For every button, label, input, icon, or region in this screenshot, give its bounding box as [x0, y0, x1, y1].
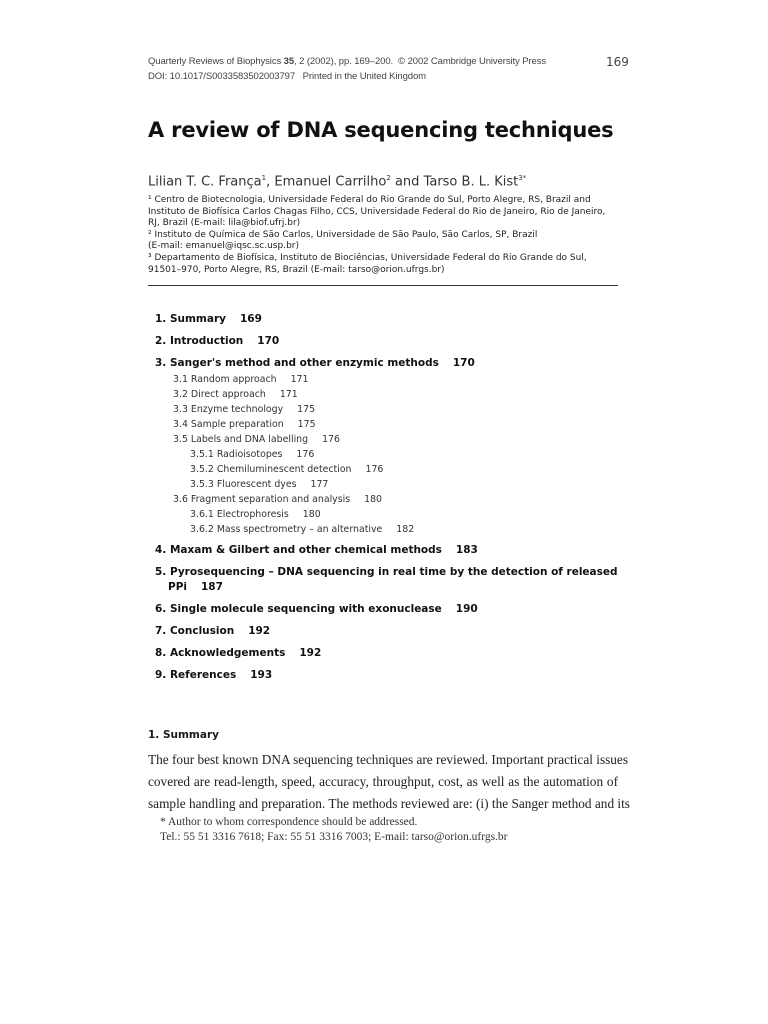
affiliation-line: (E-mail: emanuel@iqsc.sc.usp.br) [148, 241, 299, 252]
toc-entry[interactable] [173, 419, 316, 430]
toc-entry[interactable] [168, 581, 223, 593]
toc-label: 3.5.3 Fluorescent dyes [190, 479, 297, 490]
affiliations [148, 195, 605, 276]
affiliation-line: Instituto de Biofísica Carlos Chagas Filho, CCS, Universidade Federal do Rio de Janeiro, Rio de Janeiro, [148, 206, 606, 217]
toc-page: 190 [455, 603, 478, 615]
toc-page: 175 [297, 419, 316, 430]
copyright: © 2002 Cambridge University Press [398, 56, 546, 67]
volume: 35 [283, 56, 295, 67]
toc-label: 1. Summary [155, 313, 226, 325]
toc-page: 171 [279, 389, 298, 400]
toc-label: 2. Introduction [155, 335, 244, 347]
toc-page: 192 [248, 625, 271, 637]
affiliation-line: ¹ Centro de Biotecnologia, Universidade Federal do Rio Grande do Sul, Porto Alegre, RS, Brazil and [148, 195, 591, 205]
toc-page: 171 [290, 374, 309, 385]
footnote-contact: Tel.: 55 51 3316 7618; Fax: 55 51 3316 7003; E-mail: tarso@orion.ufrgs.br [160, 831, 508, 843]
toc-page: 193 [250, 669, 273, 681]
toc-label: 3.5 Labels and DNA labelling [173, 434, 309, 445]
page-number: 169 [606, 55, 629, 69]
journal-name: Quarterly Reviews of Biophysics [148, 56, 282, 67]
toc-label: 9. References [155, 669, 237, 681]
toc-label: 4. Maxam & Gilbert and other chemical methods [155, 544, 442, 556]
toc-page: 169 [239, 313, 262, 325]
footnote: * Author to whom correspondence should be addressed. [160, 816, 418, 828]
toc-label: PPi [168, 581, 187, 593]
doi: DOI: 10.1017/S0033583502003797 [148, 71, 296, 82]
toc-entry[interactable] [155, 603, 478, 615]
toc-page: 182 [396, 524, 415, 535]
doi-line [148, 71, 426, 83]
toc-entry[interactable] [155, 544, 478, 556]
author: Emanuel Carrilho [274, 174, 387, 190]
journal-citation [148, 56, 546, 68]
affiliation-line: 91501–970, Porto Alegre, RS, Brazil (E-mail: tarso@orion.ufrgs.br) [148, 264, 445, 275]
toc-entry[interactable] [155, 625, 270, 637]
toc-label: 6. Single molecule sequencing with exonuclease [155, 603, 442, 615]
toc-entry[interactable] [173, 389, 298, 400]
toc-label: 3.5.2 Chemiluminescent detection [190, 464, 352, 475]
toc-entry[interactable] [173, 404, 315, 415]
toc-page: 175 [297, 404, 316, 415]
toc-page: 180 [302, 509, 321, 520]
toc-label: 3.1 Random approach [173, 374, 277, 385]
author-sup: 2 [386, 174, 391, 182]
divider [148, 285, 618, 286]
toc-page: 192 [299, 647, 322, 659]
toc-entry[interactable] [155, 335, 279, 347]
toc-entry[interactable] [155, 566, 618, 578]
toc-entry[interactable] [155, 669, 272, 681]
toc-entry[interactable] [190, 449, 314, 460]
author-sup: 3* [518, 174, 527, 182]
toc-entry[interactable] [190, 524, 414, 535]
toc-entry[interactable] [155, 313, 262, 325]
author-sep: , [266, 174, 275, 190]
toc-entry[interactable] [190, 509, 321, 520]
issue-pages: , 2 (2002), pp. 169–200. [294, 56, 394, 67]
toc-page: 187 [201, 581, 223, 593]
toc-entry[interactable] [155, 357, 475, 369]
toc-page: 170 [452, 357, 475, 369]
toc-entry[interactable] [173, 494, 382, 505]
body-line: sample handling and preparation. The methods reviewed are: (i) the Sanger method and its [148, 796, 630, 811]
toc-entry[interactable] [190, 479, 328, 490]
toc-entry[interactable] [155, 647, 321, 659]
toc-page: 176 [296, 449, 315, 460]
toc-label: 3.3 Enzyme technology [173, 404, 284, 415]
toc-label: 3.2 Direct approach [173, 389, 266, 400]
toc-page: 180 [364, 494, 383, 505]
toc-page: 176 [365, 464, 384, 475]
printed-in: Printed in the United Kingdom [302, 71, 426, 82]
toc-page: 170 [257, 335, 280, 347]
toc-label: 3.6.1 Electrophoresis [190, 509, 289, 520]
toc-page: 183 [455, 544, 478, 556]
affiliation-line: ³ Departamento de Biofísica, Instituto de Biociências, Universidade Federal do Rio Grande do Sul, [148, 252, 587, 263]
toc-label: 3.4 Sample preparation [173, 419, 284, 430]
author: Tarso B. L. Kist [423, 174, 519, 190]
toc-label: 3.6 Fragment separation and analysis [173, 494, 351, 505]
body-line: The four best known DNA sequencing techniques are reviewed. Important practical issues [148, 752, 629, 767]
toc-entry[interactable] [190, 464, 383, 475]
body-line: covered are read-length, speed, accuracy, throughput, cost, as well as the automation of [148, 774, 618, 789]
toc-label: 3.6.2 Mass spectrometry – an alternative [190, 524, 383, 535]
author: Lilian T. C. França [148, 174, 262, 190]
paper-title: A review of DNA sequencing techniques [148, 118, 614, 142]
toc-page: 177 [310, 479, 329, 490]
toc-label: 7. Conclusion [155, 625, 235, 637]
affiliation-line: RJ, Brazil (E-mail: lila@biof.ufrj.br) [148, 218, 301, 229]
toc-label: 8. Acknowledgements [155, 647, 286, 659]
toc-entry[interactable] [173, 374, 308, 385]
toc-page: 176 [322, 434, 340, 445]
author-sup: 1 [261, 174, 267, 182]
toc-entry[interactable] [173, 434, 340, 445]
section-heading: 1. Summary [148, 729, 219, 741]
author-sep: and [390, 174, 424, 190]
toc-label: 5. Pyrosequencing – DNA sequencing in real time by the detection of released [155, 566, 618, 578]
toc-label: 3.5.1 Radioisotopes [190, 449, 283, 460]
authors [148, 174, 526, 189]
toc-label: 3. Sanger's method and other enzymic methods [155, 357, 439, 369]
affiliation-line: ² Instituto de Química de São Carlos, Universidade de São Paulo, São Carlos, SP, Brazil [148, 229, 538, 240]
